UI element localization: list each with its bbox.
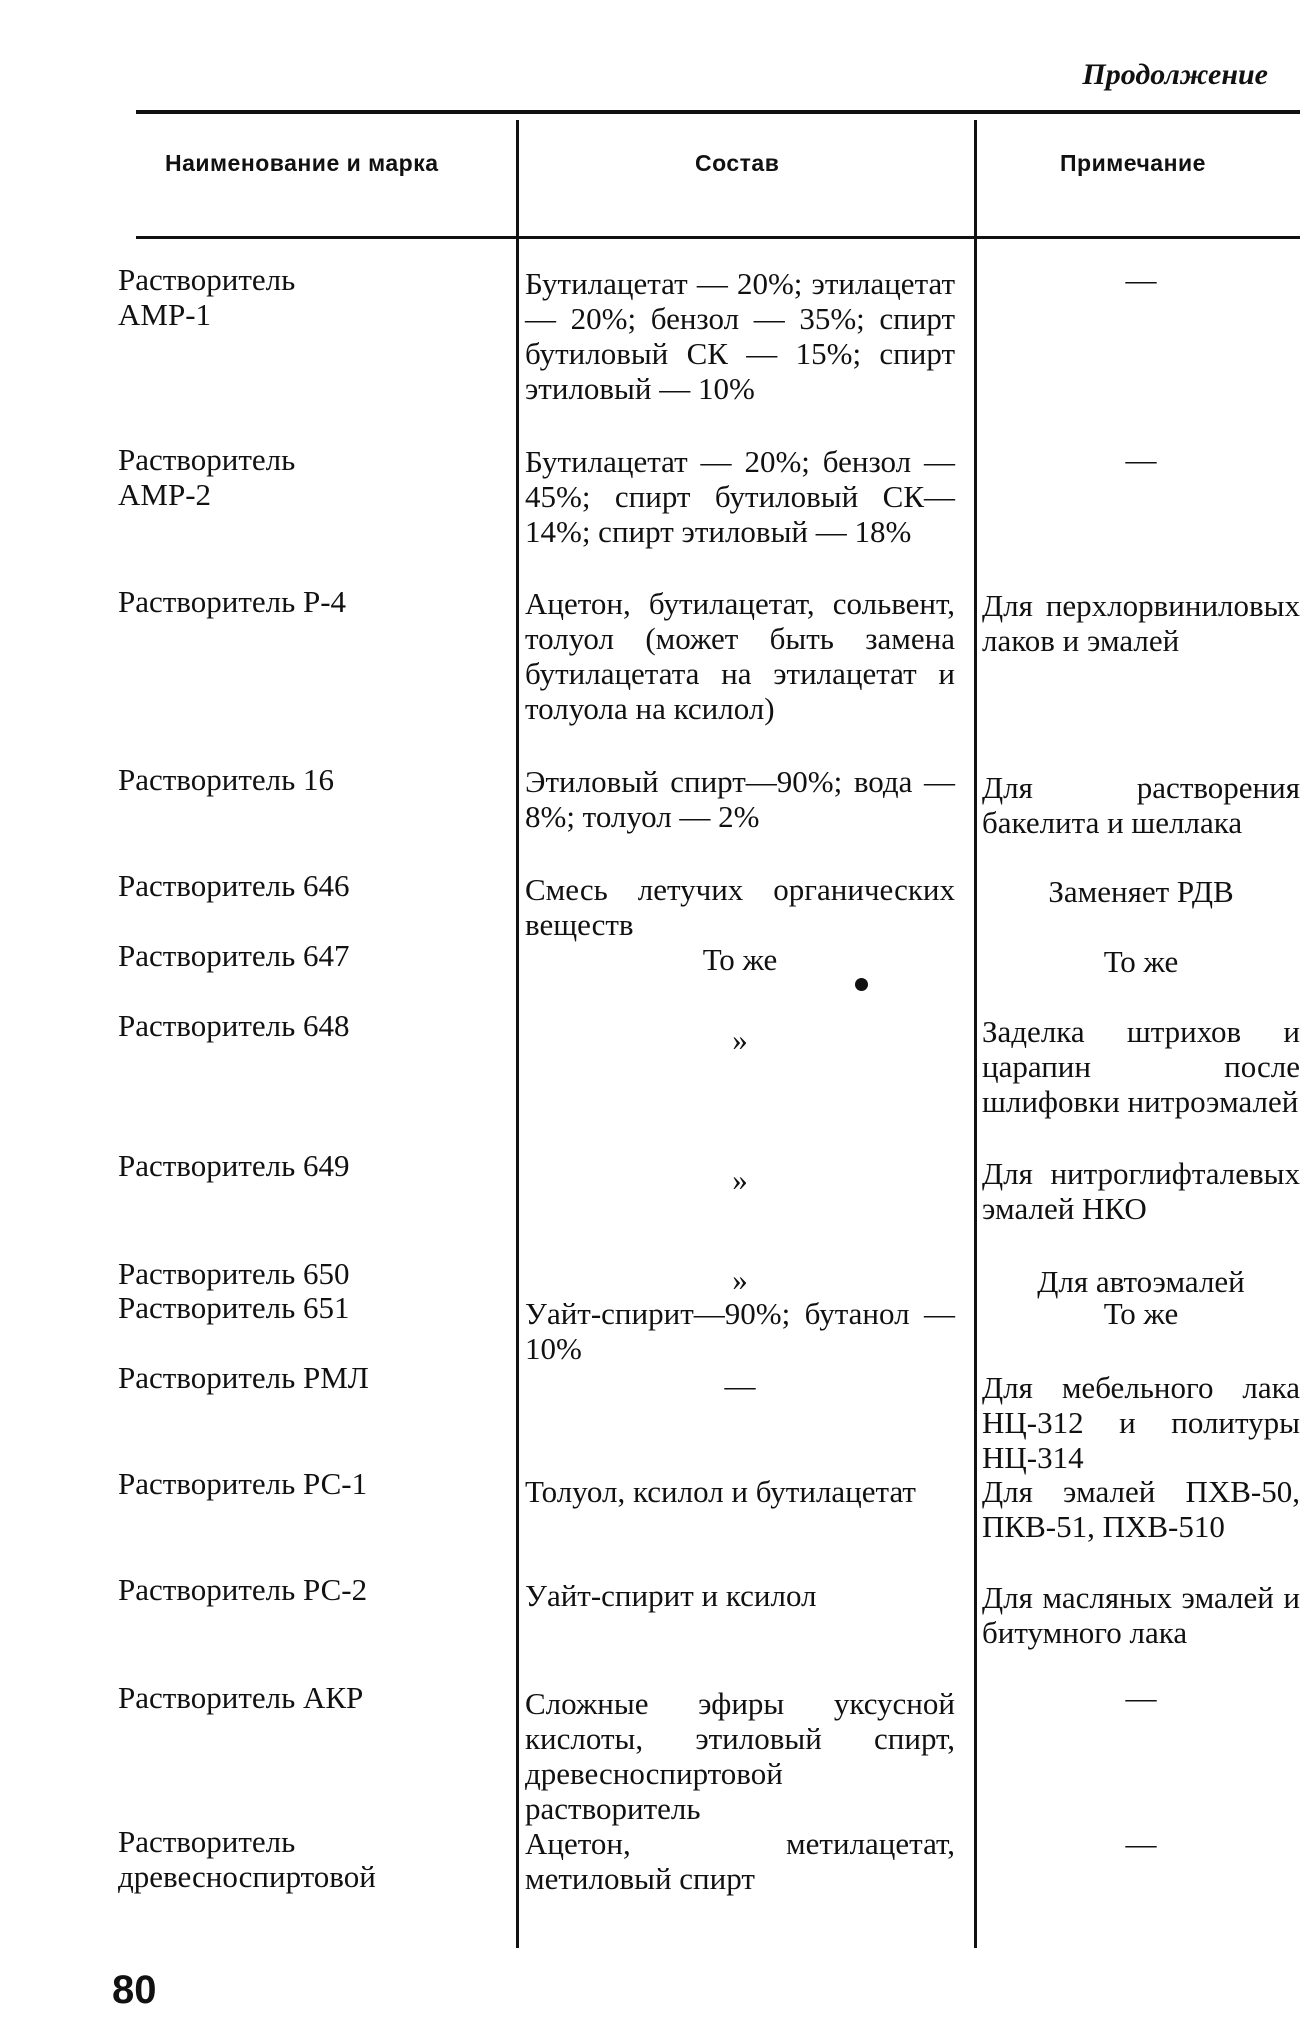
row-note: Для масляных эмалей и битумного лака [982,1580,1300,1650]
row-composition: Смесь летучих органических веществ [525,872,955,942]
continued-label: Продолжение [1082,58,1268,91]
row-note: Для автоэмалей [1037,1264,1245,1299]
row-note: Заделка штрихов и царапин после шлифовки нитроэмалей [982,1014,1300,1119]
row-name: Растворитель АМР-2 [118,442,296,512]
row-name: Растворитель АКР [118,1680,364,1715]
row-name: Растворитель 647 [118,938,350,973]
column-header-name: Наименование и марка [165,150,439,176]
row-note: То же [1103,1296,1179,1331]
row-name: Растворитель 16 [118,762,334,797]
row-composition: » [732,1162,748,1197]
row-note: Для эмалей ПХВ-50, ПКВ-51, ПХВ-510 [982,1474,1300,1544]
row-composition: Бутилацетат — 20%; бензол — 45%; спирт бутиловый СК—14%; спирт этиловый — 18% [525,444,955,549]
row-note: Для растворения бакелита и шеллака [982,770,1300,840]
row-composition: Ацетон, метилацетат, метиловый спирт [525,1826,955,1896]
row-composition: Этиловый спирт—90%; вода — 8%; толуол — 2% [525,764,955,834]
row-name: Растворитель 646 [118,868,350,903]
row-composition: Ацетон, бутилацетат, сольвент, толуол (может быть замена бутилацетата на этилацетат и толуола на ксилол) [525,586,955,726]
row-composition: » [732,1022,748,1057]
ink-speck [855,978,868,991]
row-note: Для нитроглифталевых эмалей НКО [982,1156,1300,1226]
row-composition: Бутилацетат — 20%; этилацетат — 20%; бензол — 35%; спирт бутиловый СК — 15%; спирт этиловый — 10% [525,266,955,406]
row-composition: То же [702,942,778,977]
page-number: 80 [112,1968,157,2012]
column-divider-2 [974,120,977,1948]
row-composition: Уайт-спирит—90%; бутанол — 10% [525,1296,955,1366]
row-name: Растворитель РС-2 [118,1572,368,1607]
column-divider-1 [516,120,519,1948]
row-note: Заменяет РДВ [1048,874,1234,909]
row-name: Растворитель РМЛ [118,1360,369,1395]
row-note: То же [1103,944,1179,979]
table-header-rule [136,236,1300,239]
row-note: — [1125,1826,1157,1861]
row-name: Растворитель 651 [118,1290,350,1325]
row-name: Растворитель древесноспиртовой [118,1824,376,1894]
row-composition: — [724,1368,756,1403]
row-name: Растворитель АМР-1 [118,262,296,332]
column-header-composition: Состав [695,150,780,176]
row-note: — [1125,442,1157,477]
row-composition: Толуол, ксилол и бутилацетат [525,1474,916,1509]
row-name: Растворитель 648 [118,1008,350,1043]
row-note: Для мебельного лака НЦ-312 и политуры НЦ-314 [982,1370,1300,1475]
row-note: — [1125,262,1157,297]
row-name: Растворитель 650 [118,1256,350,1291]
row-name: Растворитель Р-4 [118,584,347,619]
table-top-rule [136,110,1300,114]
row-name: Растворитель РС-1 [118,1466,368,1501]
row-note: — [1125,1680,1157,1715]
row-composition: Сложные эфиры уксусной кислоты, этиловый спирт, древесноспиртовой растворитель [525,1686,955,1826]
row-composition: » [732,1262,748,1297]
row-composition: Уайт-спирит и ксилол [525,1578,817,1613]
column-header-note: Примечание [1060,150,1206,176]
row-note: Для перхлорвиниловых лаков и эмалей [982,588,1300,658]
row-name: Растворитель 649 [118,1148,350,1183]
